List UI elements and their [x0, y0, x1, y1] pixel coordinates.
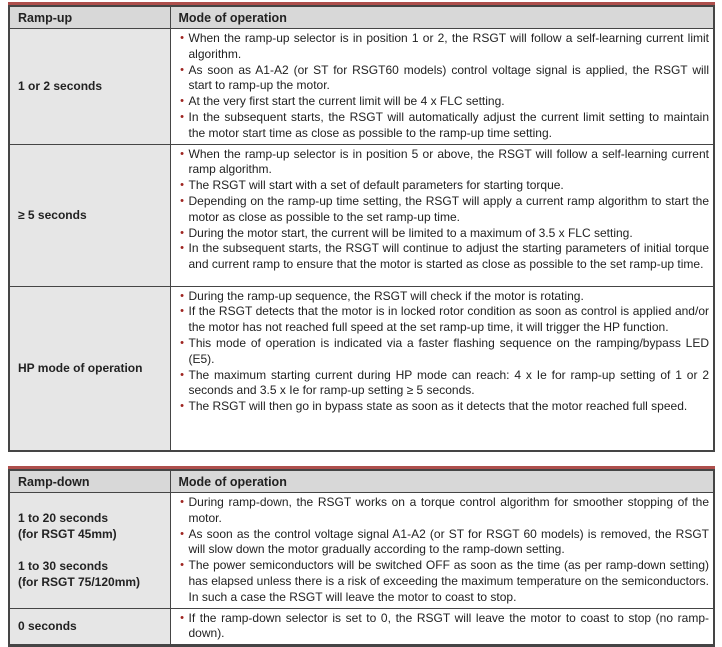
- bullet-text: This mode of operation is indicated via a faster flashing sequence on the ramping/bypass LED (E5).: [188, 335, 709, 366]
- bullet-text: The RSGT will then go in bypass state as soon as it detects that the motor reached full speed.: [188, 399, 688, 414]
- mode-description-cell: [170, 608, 714, 646]
- bullet-text: The RSGT will start with a set of default parameters for starting torque.: [188, 178, 564, 193]
- bullet-icon: •: [180, 147, 184, 160]
- time-label-line: [18, 542, 162, 558]
- bullet-item: [176, 368, 710, 400]
- ramp-down-section: [8, 466, 715, 647]
- time-label-line: ≥ 5 seconds: [18, 208, 87, 223]
- bullet-item: [176, 178, 710, 194]
- bullet-icon: •: [180, 110, 184, 123]
- bullet-item: [176, 304, 710, 336]
- time-label-line: (for RSGT 45mm): [18, 527, 117, 542]
- mode-description-cell: [170, 144, 714, 286]
- bullet-icon: •: [180, 527, 184, 540]
- ramp-up-section: [8, 2, 715, 452]
- table-row: [9, 286, 714, 451]
- bullet-icon: •: [180, 496, 184, 509]
- time-label-line: (for RSGT 75/120mm): [18, 575, 141, 590]
- bullet-text: At the very first start the current limit will be 4 x FLC setting.: [188, 94, 505, 109]
- bullet-icon: •: [180, 179, 184, 192]
- bullet-text: As soon as the control voltage signal A1-A2 (or ST for RSGT 60 models) is removed, the RSGT will slow down the motor gradually according to the ramp-down setting.: [188, 526, 709, 557]
- time-label-line: 1 to 30 seconds: [18, 559, 109, 574]
- bullet-item: [176, 241, 710, 273]
- bullet-text: The maximum starting current during HP mode can reach: 4 x Ie for ramp-up setting of 1 or 2 seconds and 3.5 x Ie for ramp-up setting ≥ 5 seconds.: [188, 367, 709, 398]
- bullet-icon: •: [180, 226, 184, 239]
- mode-column-header: Mode of operation: [170, 6, 714, 29]
- ramp-down-table-header: [9, 470, 714, 493]
- bullet-text: During ramp-down, the RSGT works on a torque control algorithm for smoother stopping of the motor.: [188, 495, 709, 525]
- bullet-text: In the subsequent starts, the RSGT will automatically adjust the current limit setting to maintain the motor start time as close as possible to the ramp-up time setting.: [188, 109, 709, 140]
- ramp-up-table-header: [9, 6, 714, 29]
- time-label-cell: [9, 608, 170, 646]
- table-row: [9, 493, 714, 609]
- bullet-item: [176, 336, 710, 368]
- mode-description-cell: [170, 286, 714, 451]
- bullet-icon: •: [180, 63, 184, 76]
- ramp-down-table-body: [9, 493, 714, 646]
- bullet-item: [176, 558, 710, 605]
- bullet-text: If the ramp-down selector is set to 0, the RSGT will leave the motor to coast to stop (no ramp-down).: [188, 610, 709, 641]
- ramp-up-table: [8, 5, 715, 452]
- bullet-item: [176, 147, 710, 179]
- header-row: [9, 470, 714, 493]
- bullet-item: [176, 226, 710, 242]
- mode-description-cell: [170, 29, 714, 145]
- bullet-item: [176, 399, 710, 415]
- mode-description-cell: [170, 493, 714, 609]
- table-row: [9, 608, 714, 646]
- mode-column-header: Mode of operation: [170, 470, 714, 493]
- bullet-icon: •: [180, 242, 184, 255]
- time-label-line: 1 to 20 seconds: [18, 511, 109, 526]
- time-label-cell: [9, 286, 170, 451]
- bullet-text: As soon as A1-A2 (or ST for RSGT60 models) control voltage signal is applied, the RSGT will start to ramp-up the motor.: [188, 62, 709, 93]
- bullet-text: In the subsequent starts, the RSGT will continue to adjust the starting parameters of initial torque and current ramp to ensure that the motor is started as close as possible to the set ramp-up time.: [188, 241, 709, 272]
- bullet-item: [176, 495, 710, 527]
- time-column-header: Ramp-down: [9, 470, 170, 493]
- bullet-item: [176, 63, 710, 95]
- ramp-up-table-body: [9, 29, 714, 452]
- bullet-text: Depending on the ramp-up time setting, the RSGT will apply a current ramp algorithm to start the motor as close as possible to the set ramp-up time.: [188, 193, 709, 224]
- bullet-icon: •: [180, 559, 184, 572]
- bullet-item: [176, 110, 710, 142]
- ramp-down-table: [8, 469, 715, 647]
- time-column-header: Ramp-up: [9, 6, 170, 29]
- bullet-item: [176, 31, 710, 63]
- bullet-icon: •: [180, 194, 184, 207]
- bullet-icon: •: [180, 336, 184, 349]
- bullet-icon: •: [180, 611, 184, 624]
- bullet-text: During the ramp-up sequence, the RSGT will check if the motor is rotating.: [188, 288, 584, 303]
- time-label-cell: [9, 493, 170, 609]
- bullet-item: [176, 527, 710, 559]
- bullet-text: The power semiconductors will be switched OFF as soon as the time (as per ramp-down setting) has elapsed unless there is a risk of exceeding the maximum temperature on the semiconductors. In such a case the RSGT will leave the motor to coast to stop.: [188, 558, 709, 604]
- bullet-icon: •: [180, 95, 184, 108]
- table-row: [9, 29, 714, 145]
- bullet-item: [176, 94, 710, 110]
- table-row: [9, 144, 714, 286]
- time-label-line: 0 seconds: [18, 619, 77, 634]
- bullet-text: During the motor start, the current will be limited to a maximum of 3.5 x FLC setting.: [188, 225, 633, 240]
- bullet-text: When the ramp-up selector is in position 5 or above, the RSGT will follow a self-learning current ramp algorithm.: [188, 146, 709, 177]
- bullet-item: [176, 289, 710, 305]
- bullet-icon: •: [180, 400, 184, 413]
- bullet-icon: •: [180, 305, 184, 318]
- bullet-item: [176, 194, 710, 226]
- bullet-icon: •: [180, 368, 184, 381]
- time-label-line: 1 or 2 seconds: [18, 79, 103, 94]
- bullet-icon: •: [180, 32, 184, 44]
- bullet-icon: •: [180, 289, 184, 302]
- time-label-line: HP mode of operation: [18, 361, 143, 376]
- bullet-text: When the ramp-up selector is in position 1 or 2, the RSGT will follow a self-learning current limit algorithm.: [188, 31, 709, 61]
- header-row: [9, 6, 714, 29]
- bullet-text: If the RSGT detects that the motor is in locked rotor condition as soon as control is applied and/or the motor has not reached full speed at the set ramp-up time, it will trigger the HP function.: [188, 304, 709, 335]
- time-label-cell: [9, 144, 170, 286]
- time-label-cell: [9, 29, 170, 145]
